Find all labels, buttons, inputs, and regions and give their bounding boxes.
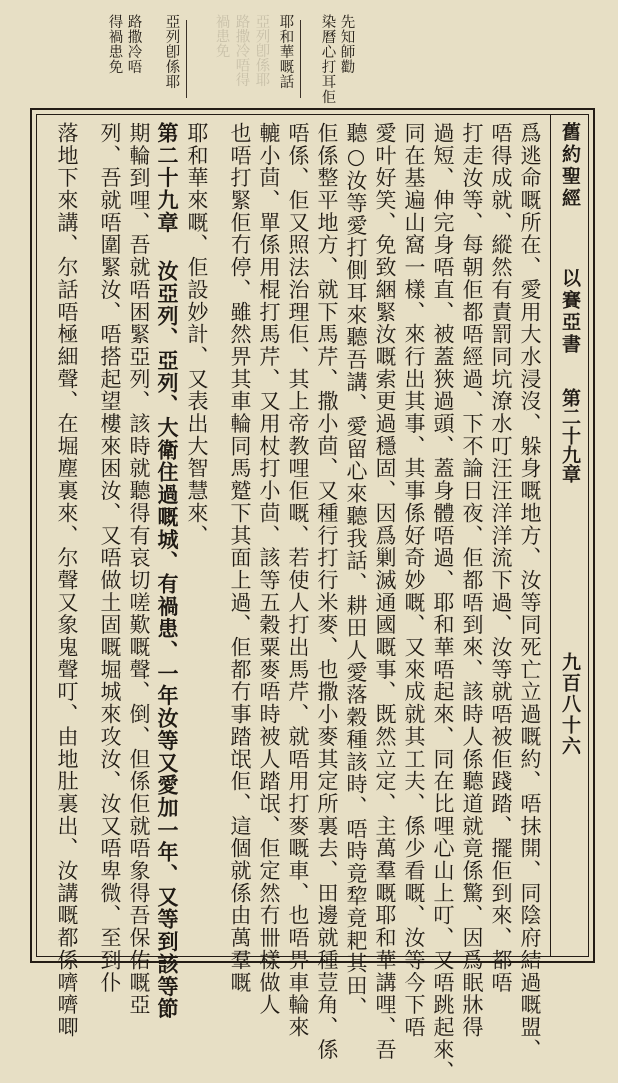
text-column: 列、吾就唔圍緊汝、唔搭起望樓來困汝、又唔做土固嘅堀城來攻汝、汝又唔卑微、至到仆 — [98, 122, 122, 994]
margin-note-column: 染曆心打耳佢 — [319, 14, 336, 104]
margin-note-column: 耶和華嘅話 — [277, 14, 294, 89]
chapter-heading-column: 第二十九章 汝亞列、亞列、大衛住過嘅城、有禍患、一年汝等又愛加一年、又等到該等節 — [155, 122, 180, 1020]
text-column: 爲逃命嘅所在、愛用大水浸沒、躲身嘅地方、汝等同死亡立過嘅約、唔抹開、同陰府結過嘅盟、 — [518, 122, 542, 1061]
bleed-through-text: 禍患免 — [213, 14, 230, 58]
header-divider — [550, 114, 551, 957]
book-title: 舊約聖經 — [559, 122, 581, 210]
margin-note-column: 路撒冷唔 — [125, 14, 142, 74]
text-column: 過短、伸完身唔直、被蓋狹過頭、蓋身體唔過、耶和華唔起來、同在比哩心山上叮、又唔跳起來、 — [431, 122, 455, 1083]
text-column: 佢係整平地方、就下馬芹、撒小茴、又種行打行米麥、也撒小麥其定所裏去、田邊就種荳角、係 — [315, 122, 339, 1061]
text-column: 聽○汝等愛打側耳來聽吾講、愛留心來聽我話、耕田人愛落穀種該時、唔時竟犂竟耙其田、 — [344, 122, 368, 1019]
text-column: 打走汝等、每朝佢都唔經過、下不論日夜、佢都唔到來、該時人係聽道就竟係驚、因爲眠牀得 — [460, 122, 484, 1039]
text-column: 唔得成就、縱然有責罰同坑潦水叮汪汪洋洋流下過、汝等就唔被佢踐踏、擺佢到來、都唔 — [489, 122, 513, 994]
margin-note-column: 得禍患免 — [106, 14, 123, 74]
text-column: 耶和華來嘅、佢設妙計、又表出大智慧來、 — [185, 122, 209, 547]
text-column: 愛叶好笑、免致綑緊汝嘅索更過穩固、因爲剿滅通國嘅事、既然立定、主萬羣嘅耶和華講哩、吾 — [373, 122, 397, 1061]
book-name: 以賽亞書 — [559, 268, 581, 356]
bleed-through-text: 亞列卽係耶 — [253, 14, 270, 87]
text-column: 同在基遍山窩一樣、來行出其事、其事係好奇妙嘅、又來成就其工夫、係少看嘅、汝等今下唔 — [402, 122, 426, 1039]
text-column: 也唔打緊佢冇停、雖然畀其車輪同馬蹵下其面上過、佢都冇事踏氓佢、這個就係由萬羣嘅 — [228, 122, 252, 994]
chapter-label: 第二十九章 — [559, 388, 581, 483]
page-number: 九百八十六 — [559, 652, 581, 757]
margin-note-divider — [186, 20, 187, 98]
bleed-through-text: 路撒冷唔得 — [233, 14, 250, 87]
text-column: 轆小茴、單係用棍打馬芹、又用杖打小茴、該等五穀粟麥唔時被人踏氓、佢定然冇卌樣做人 — [257, 122, 281, 1016]
text-column: 期輪到哩、吾就唔困緊亞列、該時就聽得有哀切嗟歎嘅聲、倒、但係佢就唔象得吾保佑嘅亞 — [127, 122, 151, 1016]
margin-note-column: 亞列卽係耶 — [163, 14, 180, 89]
margin-note-divider — [300, 20, 301, 98]
margin-note-column: 先知師勸 — [338, 14, 355, 74]
text-column: 唔係、佢又照法治理佢、其上帝教哩佢嘅、若使人打出馬芹、就唔用打麥嘅車、也唔畀車輪來 — [286, 122, 310, 1039]
text-column: 落地下來講、尔話唔極細聲、在堀塵裏來、尔聲又象鬼聲叮、由地肚裏出、汝講嘅都係嚌嚌唧 — [55, 122, 79, 1039]
